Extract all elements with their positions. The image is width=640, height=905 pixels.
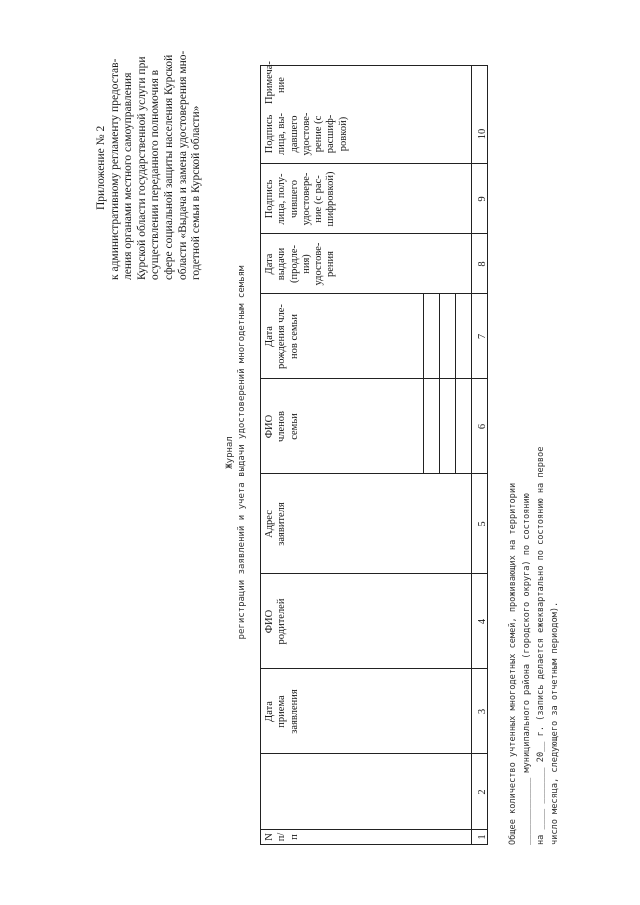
footer-line: на ____ _______ 20__ г. (запись делается ежеквартально по состоянию на первое — [536, 446, 546, 845]
header-issue-date: Дата выдачи (продле- ния) удостове- рения — [264, 242, 337, 286]
footer-line: Общее количество учтенных многодетных семей, проживающих на территории — [508, 482, 518, 845]
header-recipient-signature: Подпись лица, полу- чившего удостовере- ние (с рас- шифровкой) — [264, 171, 337, 227]
appendix-line: области «Выдача и замена удостоверения мно- — [176, 50, 189, 280]
column-number: 1 — [477, 834, 488, 840]
header-date-received: Дата приема заявления — [264, 689, 300, 734]
column-number: 4 — [477, 618, 488, 625]
header-birth-dates: Дата рождения чле- нов семьи — [264, 304, 300, 369]
appendix-line: осуществлении переданного полномочия в — [149, 69, 162, 280]
column-number: 2 — [477, 789, 488, 795]
column-number: 5 — [477, 521, 488, 527]
footer-line: _____________ муниципального района (городского округа) по состоянию — [522, 493, 532, 845]
header-note: Примеча- ние — [264, 61, 288, 104]
column-number: 7 — [477, 333, 488, 340]
header-parents-name: ФИО родителей — [264, 598, 288, 645]
column-number: 6 — [477, 423, 488, 430]
appendix-line: Курской области государственной услуги при — [135, 56, 148, 280]
footer-line: число месяца, следующего за отчетным периодом). — [550, 601, 560, 845]
header-number: N п/п — [264, 832, 300, 842]
appendix-line: к административному регламенту предостав- — [108, 58, 121, 280]
registration-table — [260, 61, 488, 845]
appendix-line: ления органами местного самоуправления — [122, 72, 135, 280]
appendix-title: Приложение № 2 — [95, 125, 107, 210]
journal-subtitle: регистрации заявлений и учета выдачи удостоверений многодетным семьям — [237, 265, 247, 640]
column-number: 8 — [477, 261, 488, 267]
appendix-line: сфере социальной защиты населения Курской — [162, 54, 175, 280]
column-number: 10 — [477, 128, 488, 140]
appendix-block — [95, 50, 204, 280]
column-number: 3 — [477, 708, 488, 715]
header-applicant-address: Адрес заявителя — [264, 502, 288, 546]
header-issuer-signature: Подпись лица, вы- давшего удостове- рение (с расшиф- ровкой) — [264, 112, 349, 156]
journal-title: Журнал — [225, 436, 235, 469]
appendix-line: годетной семьи в Курской области» — [190, 105, 203, 280]
header-family-members: ФИО членов семьи — [264, 411, 300, 443]
column-number: 9 — [477, 196, 488, 202]
